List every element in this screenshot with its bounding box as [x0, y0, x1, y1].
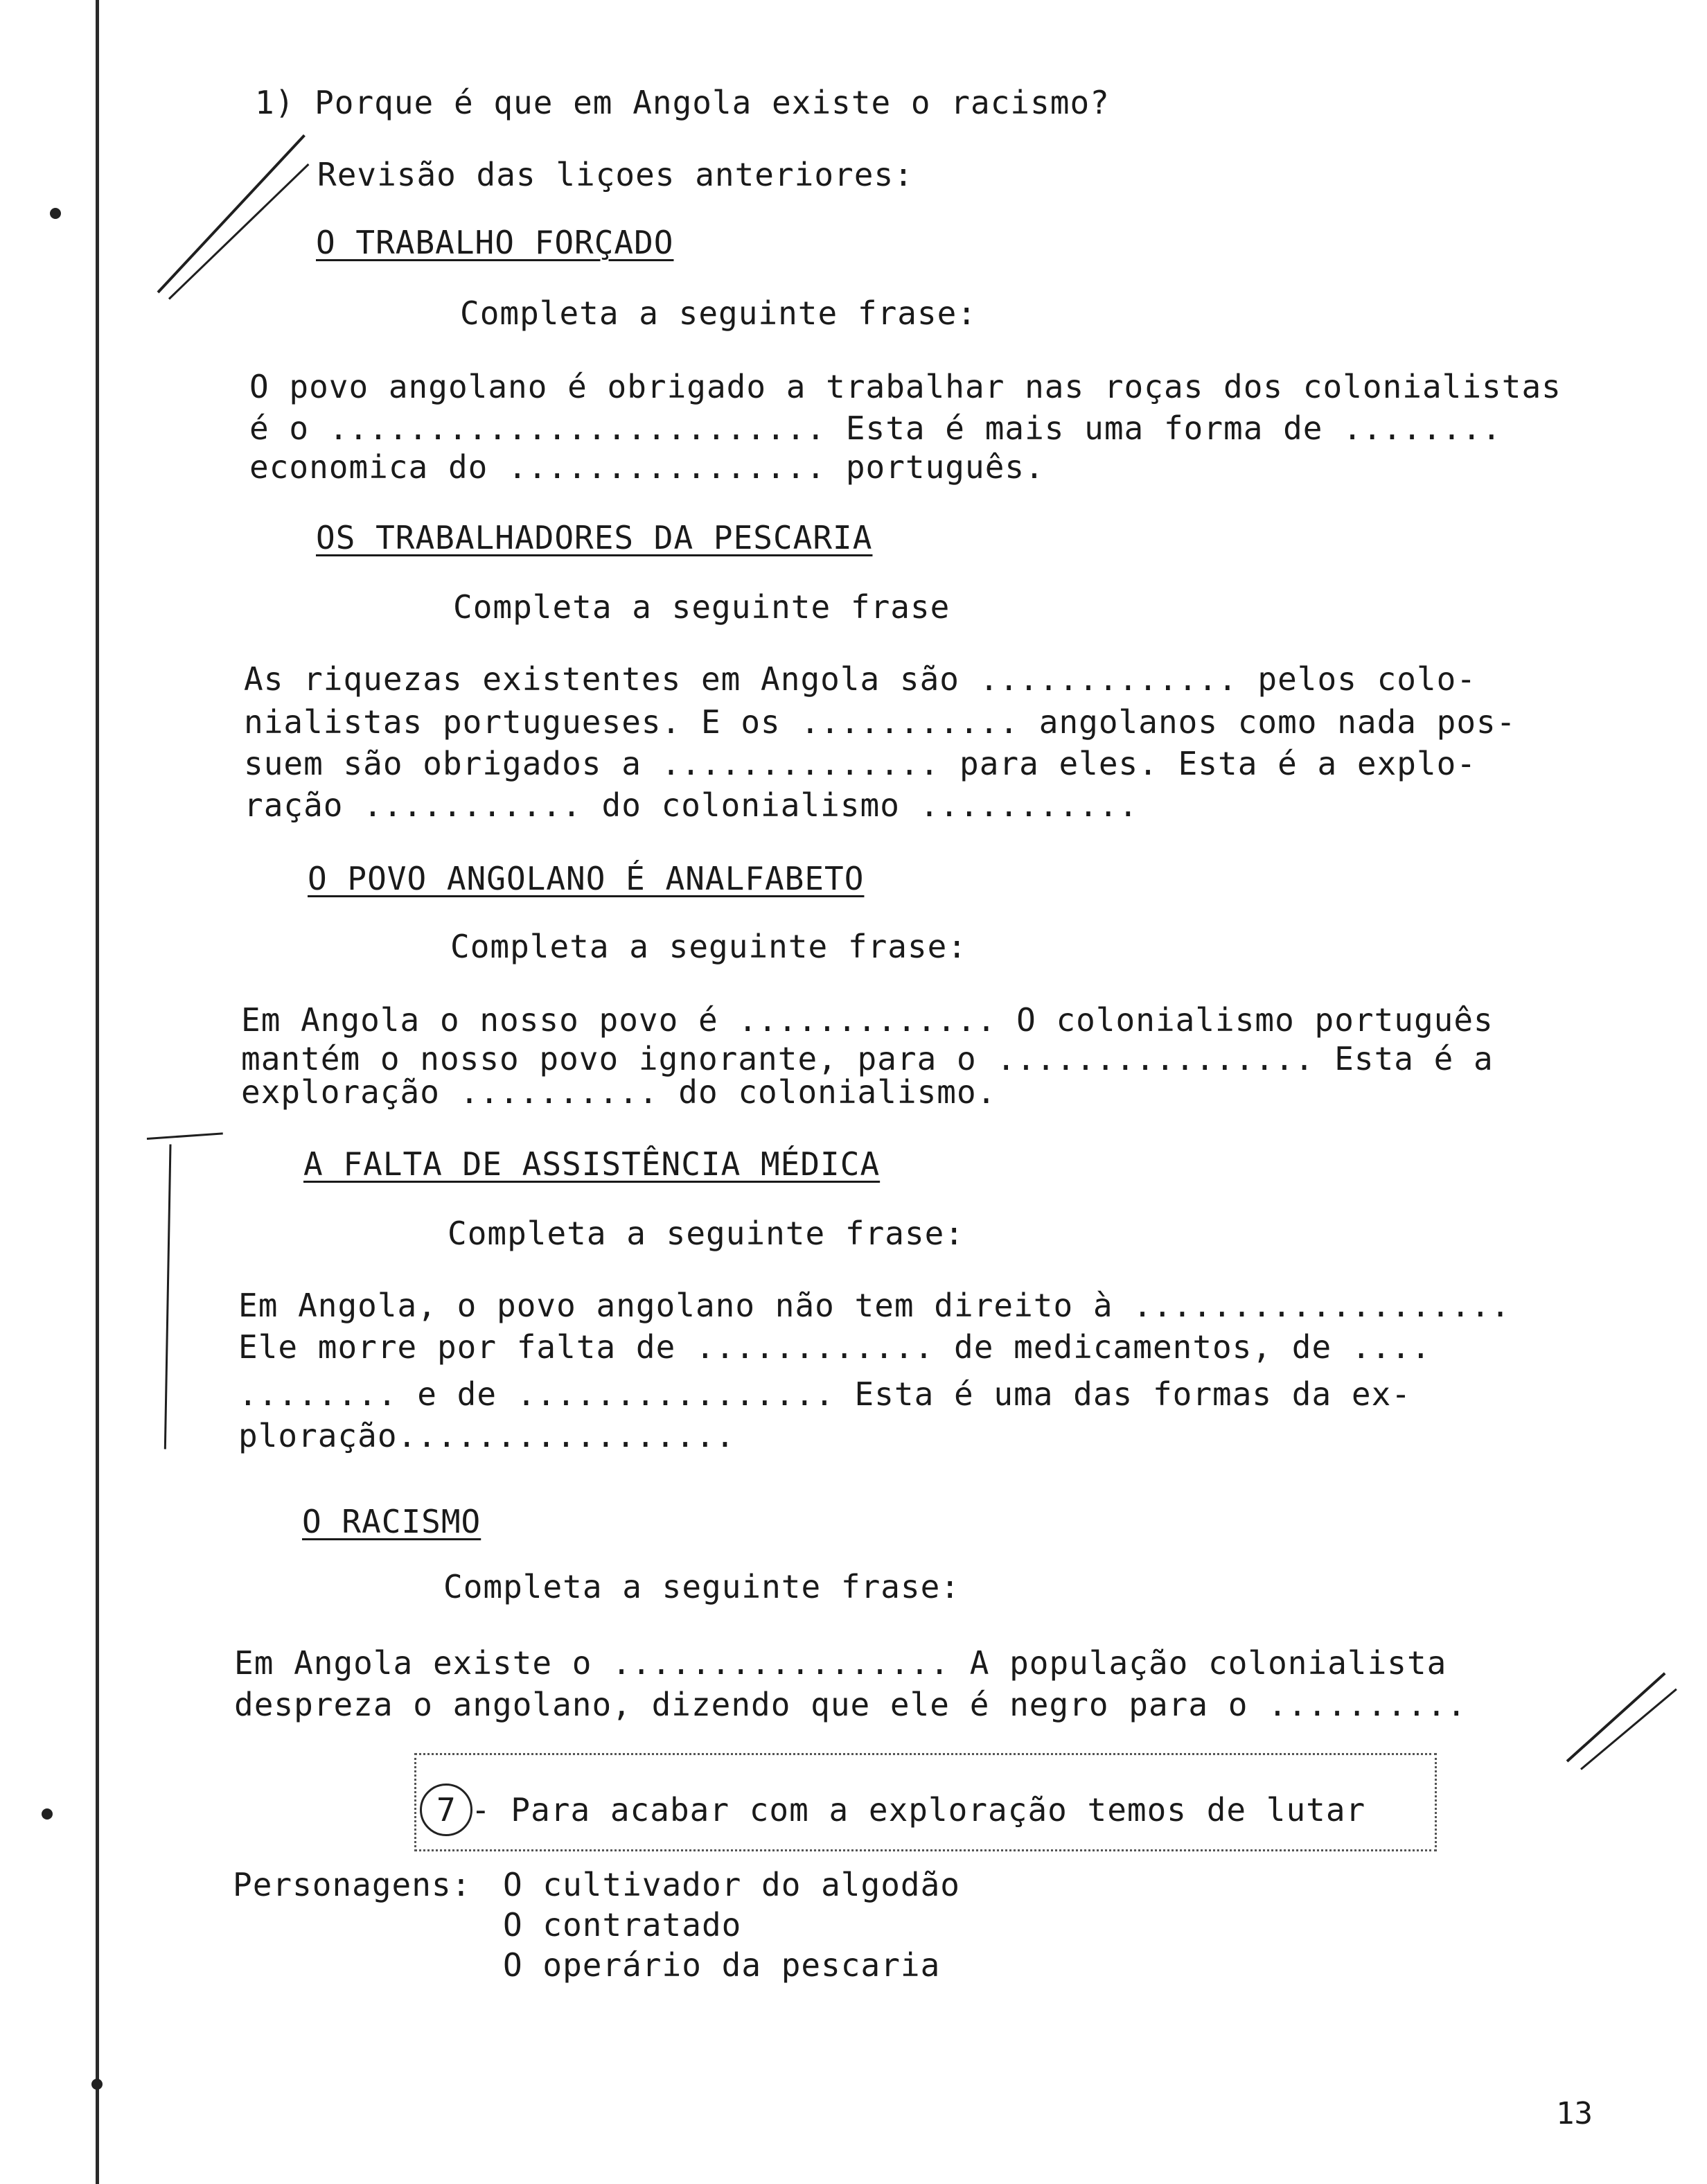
pen-stroke-mark: [1580, 1689, 1677, 1770]
exercise-line: As riquezas existentes em Angola são ............. pelos colo-: [244, 660, 1477, 698]
character-item: O cultivador do algodão: [503, 1866, 960, 1903]
pen-stroke-mark: [168, 164, 309, 300]
exercise-line: Em Angola existe o ................. A população colonialista: [234, 1644, 1447, 1682]
characters-label: Personagens:: [233, 1866, 472, 1903]
instruction-text: Completa a seguinte frase:: [448, 1215, 965, 1252]
instruction-text: Completa a seguinte frase: [453, 588, 950, 626]
exercise-line: é o ......................... Esta é mais uma forma de ........: [249, 410, 1502, 447]
exercise-line: Em Angola, o povo angolano não tem direito à ...................: [238, 1287, 1511, 1324]
exercise-line: Em Angola o nosso povo é ............. O colonialismo português: [241, 1001, 1494, 1039]
binding-margin-line: [96, 0, 99, 2184]
punch-hole-mark: [91, 2079, 103, 2090]
instruction-text: Completa a seguinte frase:: [460, 294, 978, 332]
punch-hole-mark: [50, 208, 61, 219]
pen-stroke-mark: [1566, 1672, 1666, 1762]
instruction-text: Completa a seguinte frase:: [443, 1568, 961, 1605]
exercise-line: economica do ................ português.: [249, 448, 1045, 486]
pen-stroke-mark: [164, 1144, 172, 1449]
section-heading: A FALTA DE ASSISTÊNCIA MÉDICA: [303, 1145, 881, 1183]
exercise-line: despreza o angolano, dizendo que ele é negro para o ..........: [234, 1686, 1467, 1723]
pen-stroke-mark: [147, 1132, 223, 1140]
exercise-line: ploração.................: [238, 1417, 736, 1454]
section-heading: OS TRABALHADORES DA PESCARIA: [316, 519, 873, 556]
page-number: 13: [1556, 2096, 1593, 2131]
lesson-title: - Para acabar com a exploração temos de lutar: [471, 1791, 1366, 1829]
exercise-line: O povo angolano é obrigado a trabalhar nas roças dos colonialistas: [249, 368, 1562, 405]
character-item: O contratado: [503, 1906, 742, 1944]
section-heading: O POVO ANGOLANO É ANALFABETO: [308, 860, 865, 897]
exercise-line: ........ e de ................ Esta é uma das formas da ex-: [238, 1375, 1411, 1413]
section-heading: O TRABALHO FORÇADO: [316, 224, 674, 261]
instruction-text: Completa a seguinte frase:: [450, 928, 968, 965]
review-title: Revisão das liçoes anteriores:: [317, 156, 914, 193]
lesson-number: 7: [436, 1791, 457, 1829]
exercise-line: exploração .......... do colonialismo.: [241, 1073, 997, 1111]
exercise-line: nialistas portugueses. E os ........... angolanos como nada pos-: [244, 703, 1516, 741]
exercise-line: mantém o nosso povo ignorante, para o ................ Esta é a: [241, 1040, 1494, 1077]
punch-hole-mark: [42, 1808, 53, 1820]
character-item: O operário da pescaria: [503, 1946, 941, 1984]
section-heading: O RACISMO: [302, 1503, 481, 1540]
question-text: 1) Porque é que em Angola existe o racismo?: [255, 84, 1110, 121]
pen-stroke-mark: [157, 134, 306, 293]
exercise-line: suem são obrigados a .............. para eles. Esta é a explo-: [244, 745, 1477, 782]
exercise-line: ração ........... do colonialismo ...........: [244, 786, 1139, 824]
exercise-line: Ele morre por falta de ............ de medicamentos, de ....: [238, 1328, 1431, 1366]
